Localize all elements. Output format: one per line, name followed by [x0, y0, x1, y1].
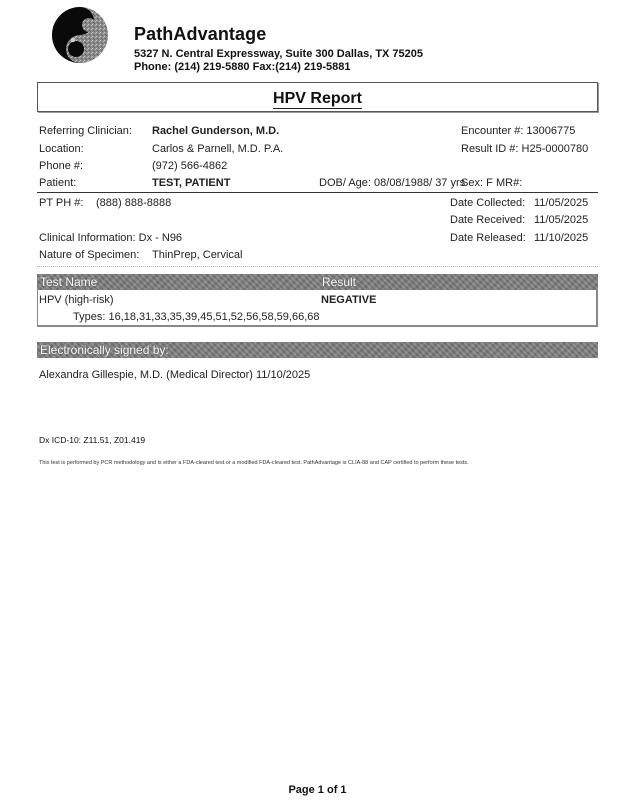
- dx-icd-codes: Dx ICD-10: Z11.51, Z01.419: [39, 435, 146, 445]
- clinical-information: Clinical Information: Dx - N96: [39, 232, 183, 244]
- dob-age: DOB/ Age: 08/08/1988/ 37 yrs: [319, 177, 466, 189]
- sex: Sex: F: [461, 177, 493, 189]
- date-collected-label: Date Collected:: [450, 197, 526, 209]
- lab-address: 5327 N. Central Expressway, Suite 300 Dallas, TX 75205: [134, 48, 424, 60]
- results-table-body: [37, 290, 598, 327]
- date-collected: 11/05/2025: [534, 197, 589, 209]
- lab-name: PathAdvantage: [134, 24, 267, 44]
- date-received: 11/05/2025: [534, 214, 589, 226]
- location: Carlos & Parnell, M.D. P.A.: [152, 143, 284, 155]
- signature-header-label: Electronically signed by:: [40, 343, 169, 357]
- date-received-label: Date Received:: [450, 214, 526, 226]
- test-name: HPV (high-risk): [39, 294, 114, 306]
- lab-phone-fax: Phone: (214) 219-5880 Fax:(214) 219-5881: [134, 60, 351, 73]
- lab-contact: [134, 48, 423, 73]
- disclaimer: This test is performed by PCR methodology and is either a FDA-cleared test or a modified FDA-cleared test. PathAdvantage is CLIA-88 and CAP certified to perform these tests.: [39, 460, 469, 466]
- mr-number: MR#:: [496, 177, 523, 189]
- column-header-result: Result: [322, 275, 357, 289]
- divider: [37, 266, 598, 267]
- divider: [37, 192, 598, 193]
- patient-name: TEST, PATIENT: [152, 177, 231, 189]
- yin-yang-logo-icon: [51, 5, 109, 65]
- pt-phone-label: PT PH #:: [39, 197, 84, 209]
- patient-label: Patient:: [39, 177, 77, 189]
- date-released-label: Date Released:: [450, 232, 526, 244]
- report-title: HPV Report: [273, 90, 362, 107]
- pt-phone: (888) 888-8888: [96, 197, 172, 209]
- clinician-phone: (972) 566-4862: [152, 160, 228, 172]
- date-released: 11/10/2025: [534, 232, 589, 244]
- signature-header: [37, 342, 598, 358]
- referring-clinician: Rachel Gunderson, M.D.: [152, 125, 280, 137]
- nature-of-specimen: ThinPrep, Cervical: [152, 249, 243, 261]
- column-header-test-name: Test Name: [40, 275, 98, 289]
- test-result: NEGATIVE: [321, 294, 377, 306]
- location-label: Location:: [39, 143, 84, 155]
- signer: Alexandra Gillespie, M.D. (Medical Director) 11/10/2025: [39, 369, 311, 381]
- nature-of-specimen-label: Nature of Specimen:: [39, 249, 140, 261]
- referring-clinician-label: Referring Clinician:: [39, 125, 132, 137]
- test-detail: Types: 16,18,31,33,35,39,45,51,52,56,58,59,66,68: [73, 311, 320, 323]
- page-number: Page 1 of 1: [288, 784, 347, 796]
- results-table-header: [37, 274, 598, 290]
- result-id: Result ID #: H25-0000780: [461, 143, 589, 155]
- encounter-number: Encounter #: 13006775: [461, 125, 576, 137]
- phone-label: Phone #:: [39, 160, 84, 172]
- report-title-box: [37, 82, 598, 112]
